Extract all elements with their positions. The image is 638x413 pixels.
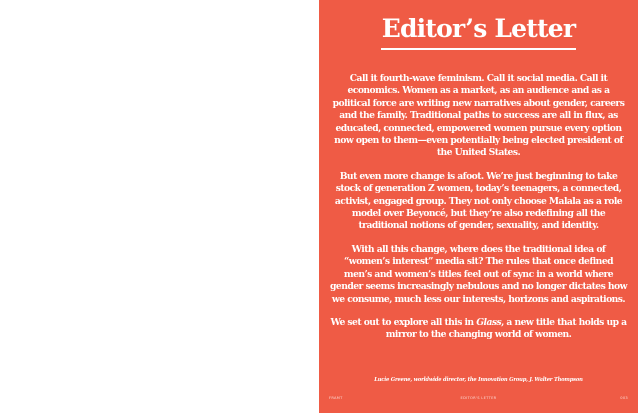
paragraph-2 (329, 171, 628, 233)
footer-section-name: EDITOR'S LETTER (460, 396, 497, 400)
magazine-name: Glass (476, 316, 502, 328)
footer-folio-left: FRAMT (329, 396, 343, 400)
paragraph-text: We set out to explore all this in (330, 316, 477, 328)
footer-page-number: 003 (620, 396, 628, 400)
editors-letter-page (319, 0, 638, 413)
author-credit: Lucie Greene, worldwide director, the Innovation Group, J. Walter Thompson (374, 377, 583, 383)
paragraph-3 (329, 244, 628, 306)
paragraph-4 (329, 317, 628, 342)
paragraph-text: Call it fourth-wave feminism. Call it social media. Call it economics. Women as a market, as an audience and as a political force are writing new narratives about gender, careers and the family. Traditional paths to success are all in flux, as educated, connected, empowered women pursue every option now open to them—even potentially being elected president of the United States. (332, 73, 625, 159)
paragraph-text: With all this change, where does the traditional idea of “women’s interest” media sit? The rules that once defined men’s and women’s titles feel out of sync in a world where gender seems increasingly nebulous and no longer dictates how we consume, much less our interests, horizons and aspirations. (330, 243, 627, 305)
paragraph-text: , a new title that holds up a mirror to the changing world of women. (385, 316, 627, 341)
title-underline (381, 48, 576, 50)
paragraph-text: But even more change is afoot. We’re just beginning to take stock of generation Z women, today’s teenagers, a connected, activist, engaged group. They not only choose Malala as a role model over Beyoncé, but they’re also redefining all the traditional notions of gender, sexuality, and identity. (334, 170, 623, 232)
paragraph-1 (329, 73, 628, 160)
page-title: Editor’s Letter (381, 14, 576, 43)
letter-body (329, 73, 628, 353)
